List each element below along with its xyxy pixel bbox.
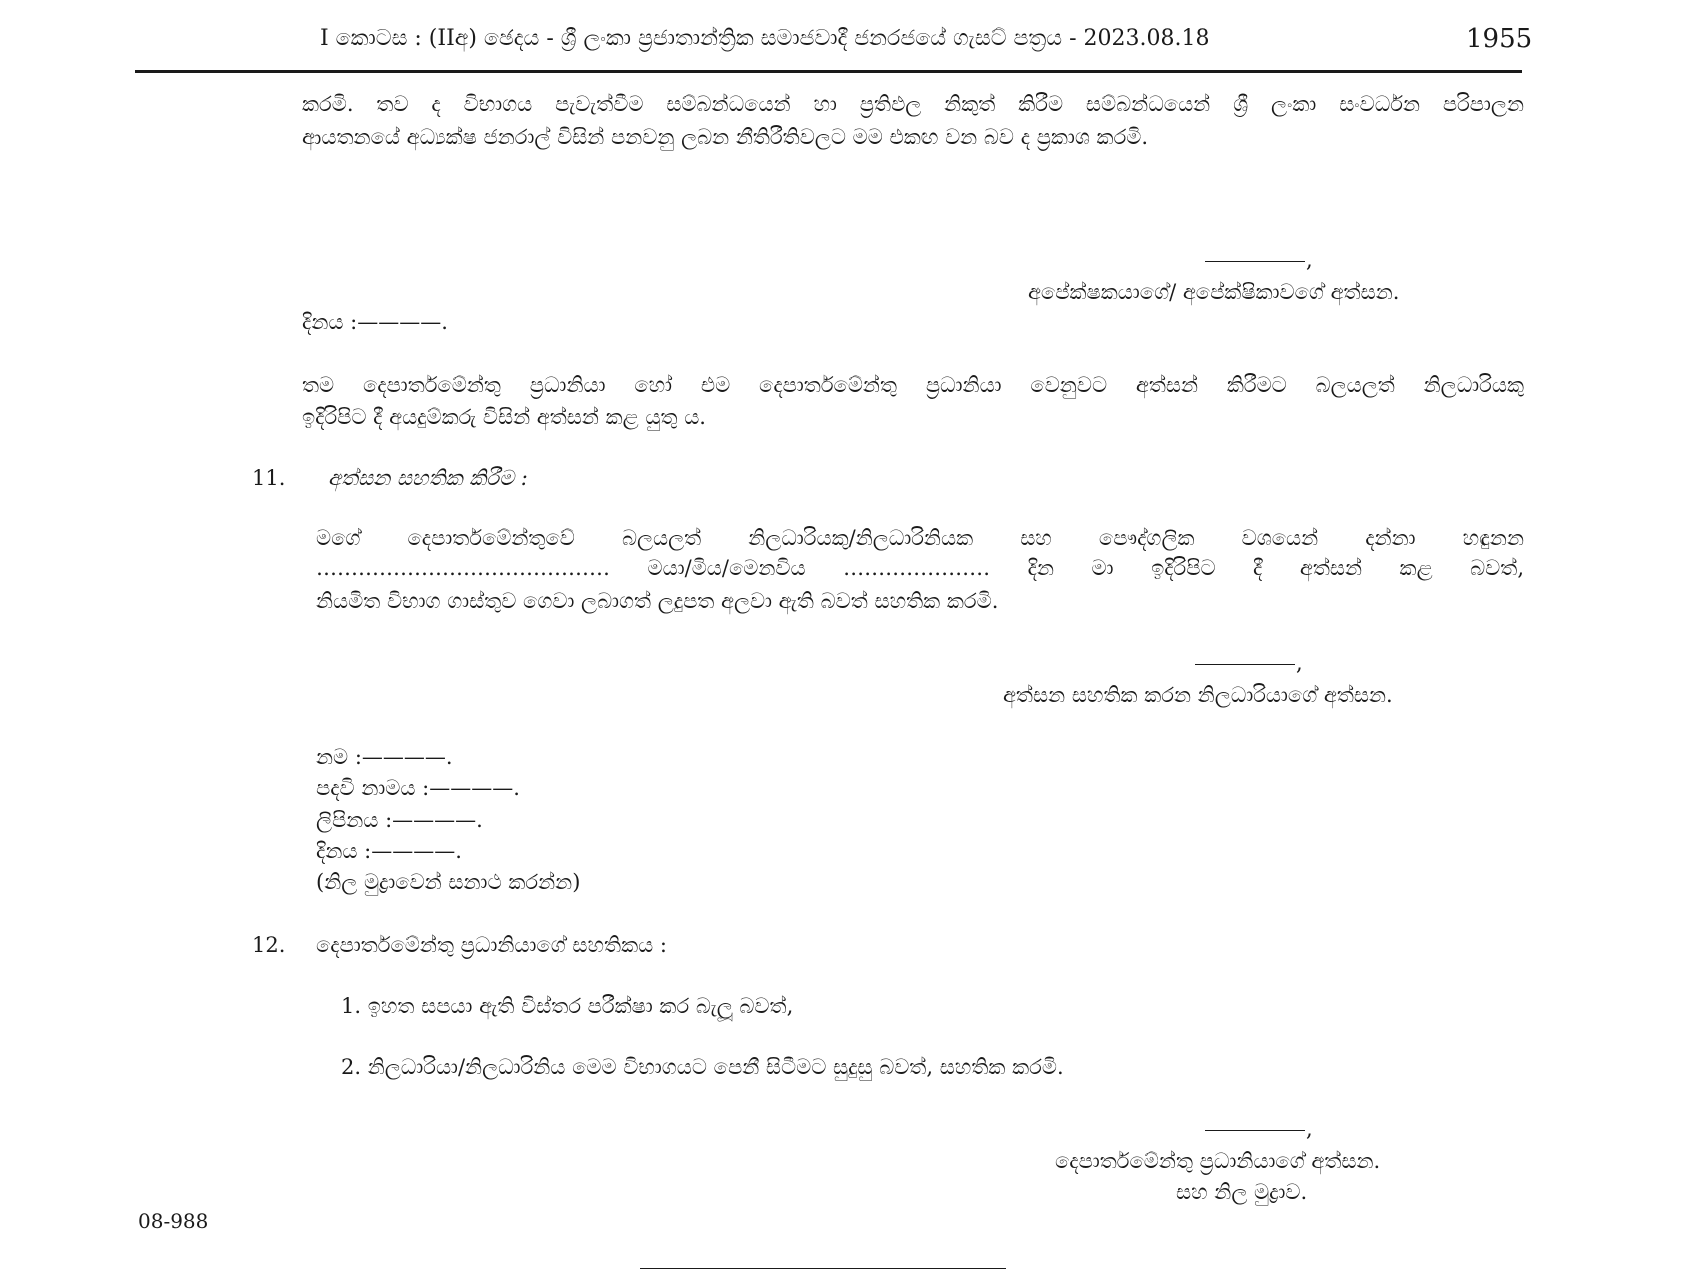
head-signature-line <box>1205 1130 1305 1131</box>
intro-line-1: කරමි. තව ද විභාගය පැවැත්වීම සම්බන්ධයෙන් හා ප්‍රතිඵල නිකුත් කිරීම සම්බන්ධයෙන් ශ්‍රී ලංකා සංවර්ධන පරිපාලන <box>302 92 1524 116</box>
page-number: 1955 <box>1466 24 1533 54</box>
section-11-line-1: මගේ දෙපාර්තමේන්තුවේ බලයලත් නිලධාරියකු/නිලධාරිනියක සහ පෞද්ගලික වශයෙන් දන්නා හඳුනන <box>316 526 1524 550</box>
gazette-header-title: I කොටස : (IIඅ) ඡෙදය - ශ්‍රී ලංකා ප්‍රජාතාන්ත්‍රික සමාජවාදී ජනරජයේ ගැසට් පත්‍රය - 2023.08.18 <box>320 26 1210 51</box>
certifier-signature-line <box>1195 664 1295 665</box>
certifier-signature-label: අත්සන සහතික කරන නිලධාරියාගේ අත්සන. <box>1003 683 1393 707</box>
section-12-number: 12. <box>252 933 286 957</box>
field-seal-note: (නිල මුද්‍රාවෙන් සනාථ කරන්න) <box>316 870 581 894</box>
section-12-item-2: 2. නිලධාරියා/නිලධාරිනිය මෙම විභාගයට පෙනී සිටීමට සුදුසු බවත්, සහතික කරමි. <box>341 1055 1064 1079</box>
date-field: දිනය :————. <box>302 310 448 334</box>
certifier-signature-comma: , <box>1296 651 1303 675</box>
applicant-signature-label: අපේක්ෂකයාගේ/ අපේක්ෂිකාවගේ අත්සන. <box>1028 280 1400 304</box>
section-11-line-2: …………………………………… මයා/මිය/මෙනවිය ………………… දින මා ඉදිරිපිට දී අත්සන් කළ බවත්, <box>316 556 1524 580</box>
header-rule <box>135 70 1522 73</box>
field-date: දිනය :————. <box>316 839 462 863</box>
field-designation: පදවි නාමය :————. <box>316 776 520 800</box>
section-12-title: දෙපාර්තමේන්තු ප්‍රධානියාගේ සහතිකය : <box>316 933 667 957</box>
head-seal-label: සහ නිල මුද්‍රාව. <box>1176 1180 1308 1204</box>
applicant-signature-comma: , <box>1306 248 1313 272</box>
instruction-line-1: තම දෙපාර්තමේන්තු ප්‍රධානියා හෝ එම දෙපාර්තමේන්තු ප්‍රධානියා වෙනුවට අත්සන් කිරීමට බලයලත් නිලධාරියකු <box>302 373 1524 397</box>
footer-code: 08-988 <box>138 1209 209 1233</box>
applicant-signature-line <box>1205 261 1305 262</box>
instruction-line-2: ඉදිරිපිට දී අයදුම්කරු විසින් අත්සන් කළ යුතු ය. <box>302 405 706 429</box>
head-signature-label: දෙපාර්තමේන්තු ප්‍රධානියාගේ අත්සන. <box>1055 1149 1381 1173</box>
intro-line-2: ආයතනයේ අධ්‍යක්ෂ ජනරාල් විසින් පනවනු ලබන නීතිරීතිවලට මම එකඟ වන බව ද ප්‍රකාශ කරමි. <box>302 125 1149 149</box>
section-11-title: අත්සන සහතික කිරීම : <box>328 466 528 490</box>
section-11-line-3: නියමිත විභාග ගාස්තුව ගෙවා ලබාගත් ලදුපත අලවා ඇති බවත් සහතික කරමි. <box>316 589 999 613</box>
section-11-number: 11. <box>252 466 286 490</box>
field-address: ලිපිනය :————. <box>316 808 483 832</box>
head-signature-comma: , <box>1306 1117 1313 1141</box>
field-name: නම :————. <box>316 745 453 769</box>
section-12-item-1: 1. ඉහත සපයා ඇති විස්තර පරීක්ෂා කර බැලූ බවත්, <box>341 994 794 1018</box>
